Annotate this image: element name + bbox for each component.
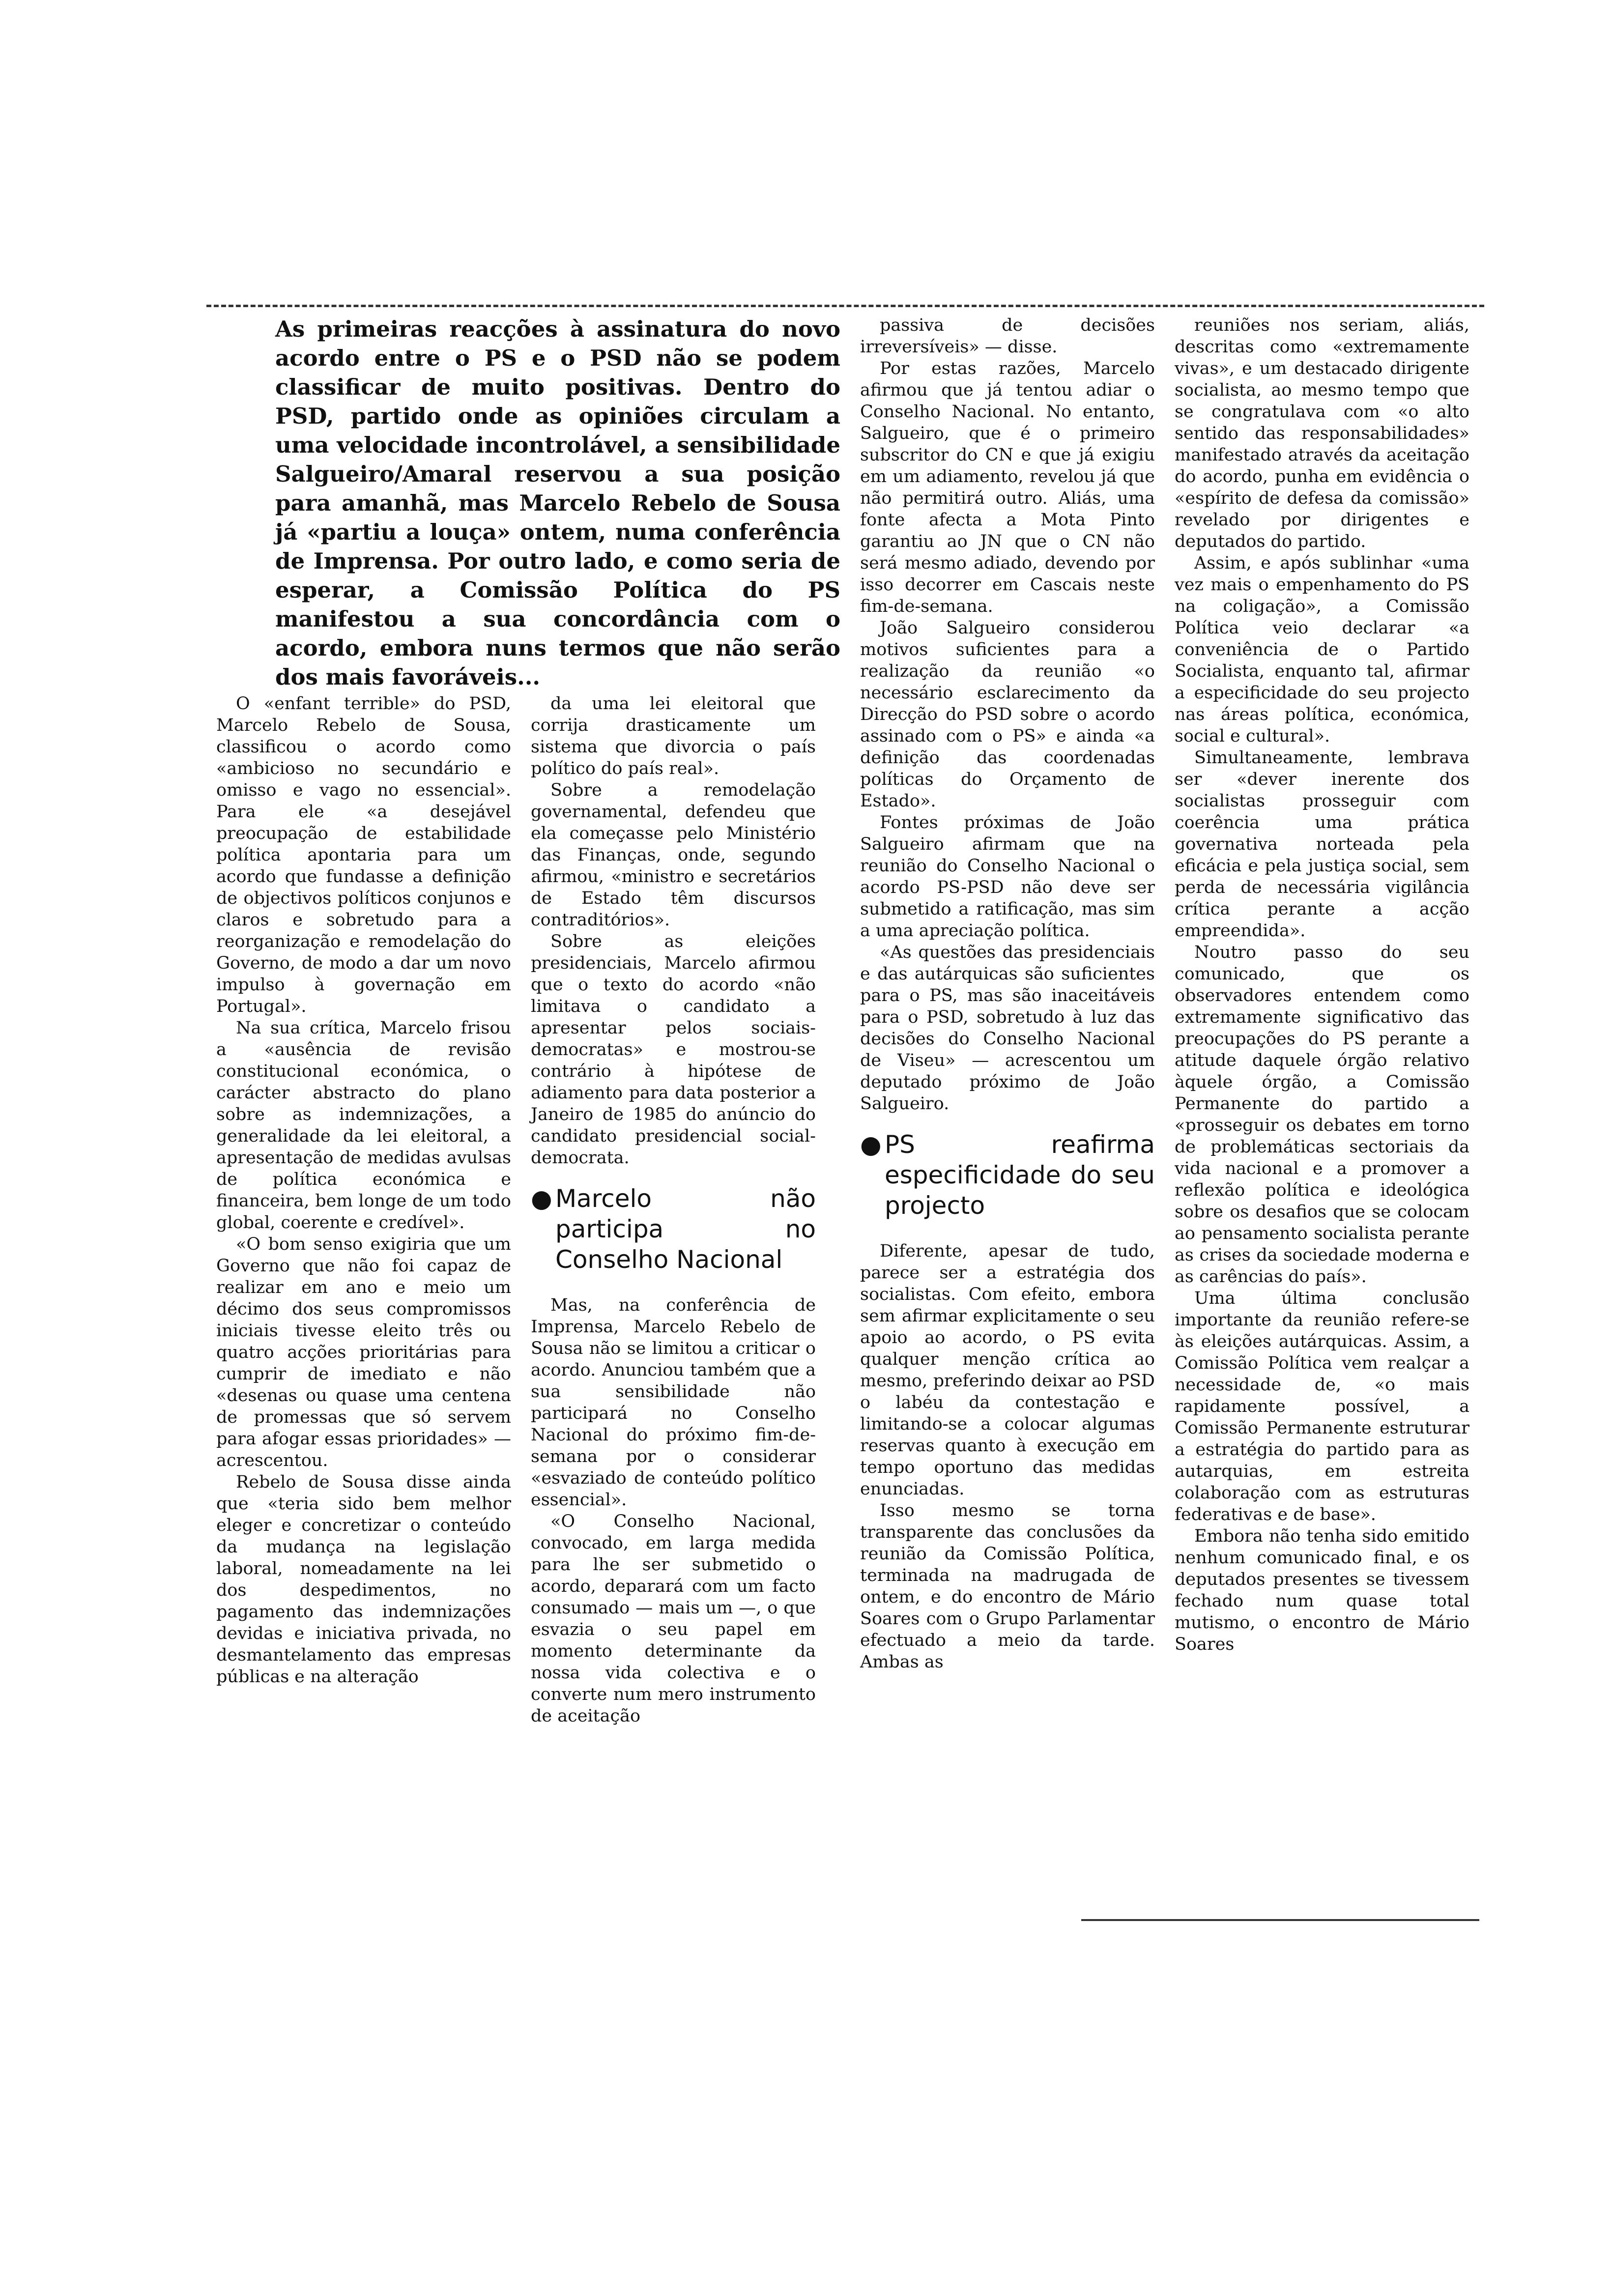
paragraph: passiva de decisões irreversíveis» — disse. (860, 316, 1155, 357)
subheading-ps (860, 1129, 1155, 1221)
paragraph: Isso mesmo se torna transparente das conclusões da reunião da Comissão Política, terminada na madrugada de ontem, e do encontro de Mário Soares com o Grupo Parlamentar efectuado a meio da tarde. Ambas as (860, 1501, 1155, 1672)
bottom-divider (1081, 1919, 1479, 1921)
paragraph: Rebelo de Sousa disse ainda que «teria sido bem melhor eleger e concretizar o conteúdo da mudança na legislação laboral, nomeadamente na lei dos despedimentos, no pagamento das indemnizações devidas e iniciativa privada, no desmantelamento das empresas públicas e na alteração (216, 1472, 511, 1687)
paragraph: Por estas razões, Marcelo afirmou que já tentou adiar o Conselho Nacional. No entanto, Salgueiro, que é o primeiro subscritor do CN e que já exigiu em um adiamento, revelou já que não permitirá outro. Aliás, uma fonte afecta a Mota Pinto garantiu ao JN que o CN não será mesmo adiado, devendo por isso decorrer em Cascais neste fim-de-semana. (860, 359, 1155, 616)
paragraph: O «enfant terrible» do PSD, Marcelo Rebelo de Sousa, classificou o acordo como «ambicioso no secundário e omisso e vago no essencial». Para ele «a desejável preocupação de estabilidade política apontaria para um acordo que fundasse a definição de objectivos políticos conjunos e claros e sobretudo para a reorganização e remodelação do Governo, de modo a dar um novo impulso à governação em Portugal». (216, 694, 511, 1016)
paragraph: Sobre as eleições presidenciais, Marcelo afirmou que o texto do acordo «não limitava o candidato a apresentar pelos sociais-democratas» e mostrou-se contrário à hipótese de adiamento para data posterior a Janeiro de 1985 do anúncio do candidato presidencial social-democrata. (531, 932, 816, 1168)
paragraph: Uma última conclusão importante da reunião refere-se às eleições autárquicas. Assim, a Comissão Política vem realçar a necessidade de, «o mais rapidamente possível, a Comissão Permanente estruturar a estratégia do partido para as autarquias, em estreita colaboração com as estruturas federativas e de base». (1175, 1289, 1469, 1524)
article-lead: As primeiras reacções à assinatura do novo acordo entre o PS e o PSD não se podem classificar de muito positivas. Dentro do PSD, partido onde as opiniões circulam a uma velocidade incontrolável, a sensibilidade Salgueiro/Amaral reservou a sua posição para amanhã, mas Marcelo Rebelo de Sousa já «partiu a louça» ontem, numa conferência de Imprensa. Por outro lado, e como seria de esperar, a Comissão Política do PS manifestou a sua concordância com o acordo, embora nuns termos que não serão dos mais favoráveis... (275, 316, 840, 690)
paragraph: Embora não tenha sido emitido nenhum comunicado final, e os deputados presentes se tivessem fechado num quase total mutismo, o encontro de Mário Soares (1175, 1526, 1469, 1654)
column-3 (860, 315, 1155, 1673)
column-2 (531, 693, 816, 1727)
column-4 (1175, 315, 1469, 1655)
column-1 (216, 693, 511, 1688)
paragraph: da uma lei eleitoral que corrija drasticamente um sistema que divorcia o país político do país real». (531, 694, 816, 778)
paragraph: Na sua crítica, Marcelo frisou a «ausência de revisão constitucional económica, o carácter abstracto do plano sobre as indemnizações, a generalidade da lei eleitoral, a apresentação de medidas avulsas de política económica e financeira, bem longe de um todo global, coerente e credível». (216, 1018, 511, 1233)
paragraph: Fontes próximas de João Salgueiro afirmam que na reunião do Conselho Nacional o acordo PS-PSD não deve ser submetido a ratificação, mas sim a uma apreciação política. (860, 813, 1155, 941)
subheading-marcelo (531, 1183, 816, 1275)
paragraph: «O Conselho Nacional, convocado, em larga medida para lhe ser submetido o acordo, deparará com um facto consumado — mais um —, o que esvazia o seu papel em momento determinante da nossa vida colectiva e o converte num mero instrumento de aceitação (531, 1512, 816, 1726)
paragraph: Noutro passo do seu comunicado, que os observadores entendem como extremamente significativo das preocupações do PS perante a atitude daquele órgão relativo àquele órgão, a Comissão Permanente do partido a «prosseguir os debates em torno de problemáticas sectoriais da vida nacional e a promover a reflexão política e ideológica sobre os desafios que se colocam ao pensamento socialista perante as crises da sociedade moderna e as carências do país». (1175, 943, 1469, 1287)
paragraph: João Salgueiro considerou motivos suficientes para a realização da reunião «o necessário esclarecimento da Direcção do PSD sobre o acordo assinado com o PS» e ainda «a definição das coordenadas políticas do Orçamento de Estado». (860, 618, 1155, 811)
paragraph: Mas, na conferência de Imprensa, Marcelo Rebelo de Sousa não se limitou a criticar o acordo. Anunciou também que a sua sensibilidade não participará no Conselho Nacional do próximo fim-de-semana por o considerar «esvaziado de conteúdo político essencial». (531, 1295, 816, 1510)
paragraph: «As questões das presidenciais e das autárquicas são suficientes para o PS, mas são inaceitáveis para o PSD, sobretudo à luz das decisões do Conselho Nacional de Viseu» — acrescentou um deputado próximo de João Salgueiro. (860, 943, 1155, 1114)
bullet-icon: ● (860, 1130, 882, 1159)
paragraph: Simultaneamente, lembrava ser «dever inerente dos socialistas prosseguir com coerência uma prática governativa norteada pela eficácia e pela justiça social, sem perda de necessária vigilância crítica perante a acção empreendida». (1175, 748, 1469, 941)
subheading-text: Marcelo não participa no Conselho Nacional (555, 1184, 816, 1274)
paragraph: Diferente, apesar de tudo, parece ser a estratégia dos socialistas. Com efeito, embora sem afirmar explicitamente o seu apoio ao acordo, o PS evita qualquer menção crítica ao mesmo, preferindo deixar ao PSD o labéu da contestação e limitando-se a colocar algumas reservas quanto à execução em tempo oportuno das medidas enunciadas. (860, 1241, 1155, 1499)
bullet-icon: ● (531, 1184, 552, 1213)
paragraph: Assim, e após sublinhar «uma vez mais o empenhamento do PS na coligação», a Comissão Política veio declarar «a conveniência de o Partido Socialista, enquanto tal, afirmar a especificidade do seu projecto nas áreas política, económica, social e cultural». (1175, 553, 1469, 746)
paragraph: Sobre a remodelação governamental, defendeu que ela começasse pelo Ministério das Finanças, onde, segundo afirmou, «ministro e secretários de Estado têm discursos contraditórios». (531, 780, 816, 930)
paragraph: «O bom senso exigiria que um Governo que não foi capaz de realizar em ano e meio um décimo dos seus compromissos iniciais tivesse eleito três ou quatro acções prioritárias para cumprir de imediato e não «desenas ou quase uma centena de promessas que só servem para afogar essas prioridades» — acrescentou. (216, 1234, 511, 1470)
paragraph: reuniões nos seriam, aliás, descritas como «extremamente vivas», e um destacado dirigente socialista, ao mesmo tempo que se congratulava com «o alto sentido das responsabilidades» manifestado através da aceitação do acordo, punha em evidência o «espírito de defesa da comissão» revelado por dirigentes e deputados do partido. (1175, 316, 1469, 551)
top-divider (206, 305, 1484, 307)
subheading-text: PS reafirma especificidade do seu projecto (885, 1130, 1155, 1220)
